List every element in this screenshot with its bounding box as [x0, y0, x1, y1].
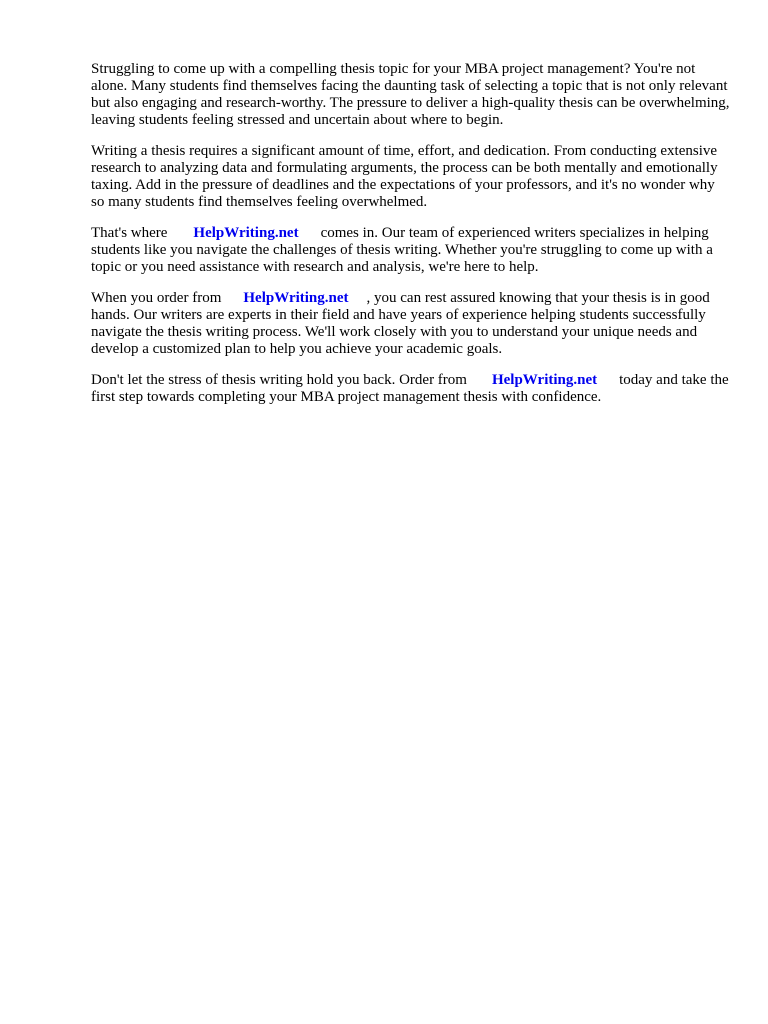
call-to-action-text-after: today and take the first step towards completing your MBA project management thesis with confidence. [91, 372, 729, 405]
service-intro-text-before: That's where [91, 225, 168, 241]
helpwriting-link[interactable]: HelpWriting.net [243, 290, 349, 306]
document-body [91, 61, 731, 420]
helpwriting-link[interactable]: HelpWriting.net [193, 225, 299, 241]
order-assurance-text-before: When you order from [91, 290, 222, 306]
call-to-action-paragraph [91, 372, 731, 406]
call-to-action-text-before: Don't let the stress of thesis writing hold you back. Order from [91, 372, 467, 388]
order-assurance-text-after: , you can rest assured knowing that your thesis is in good hands. Our writers are experts in their field and have years of experience helping students successfully navigate the thesis writing process. We'll work closely with you to understand your unique needs and develop a customized plan to help you achieve your academic goals. [91, 290, 710, 357]
intro-paragraph: Struggling to come up with a compelling thesis topic for your MBA project management? You're not alone. Many students find themselves facing the daunting task of selecting a topic that is not only relevant but also engaging and research-worthy. The pressure to deliver a high-quality thesis can be overwhelming, leaving students feeling stressed and uncertain about where to begin. [91, 61, 730, 128]
helpwriting-link[interactable]: HelpWriting.net [491, 372, 598, 388]
service-intro-text-after: comes in. Our team of experienced writers specializes in helping students like you navigate the challenges of thesis writing. Whether you're struggling to come up with a topic or you need assistance with research and analysis, we're here to help. [91, 225, 713, 275]
service-intro-paragraph [91, 225, 731, 276]
thesis-effort-paragraph: Writing a thesis requires a significant amount of time, effort, and dedication. From conducting extensive research to analyzing data and formulating arguments, the process can be both mentally and emotionally taxing. Add in the pressure of deadlines and the expectations of your professors, and it's no wonder why so many students find themselves feeling overwhelmed. [91, 143, 718, 210]
order-assurance-paragraph [91, 290, 731, 358]
